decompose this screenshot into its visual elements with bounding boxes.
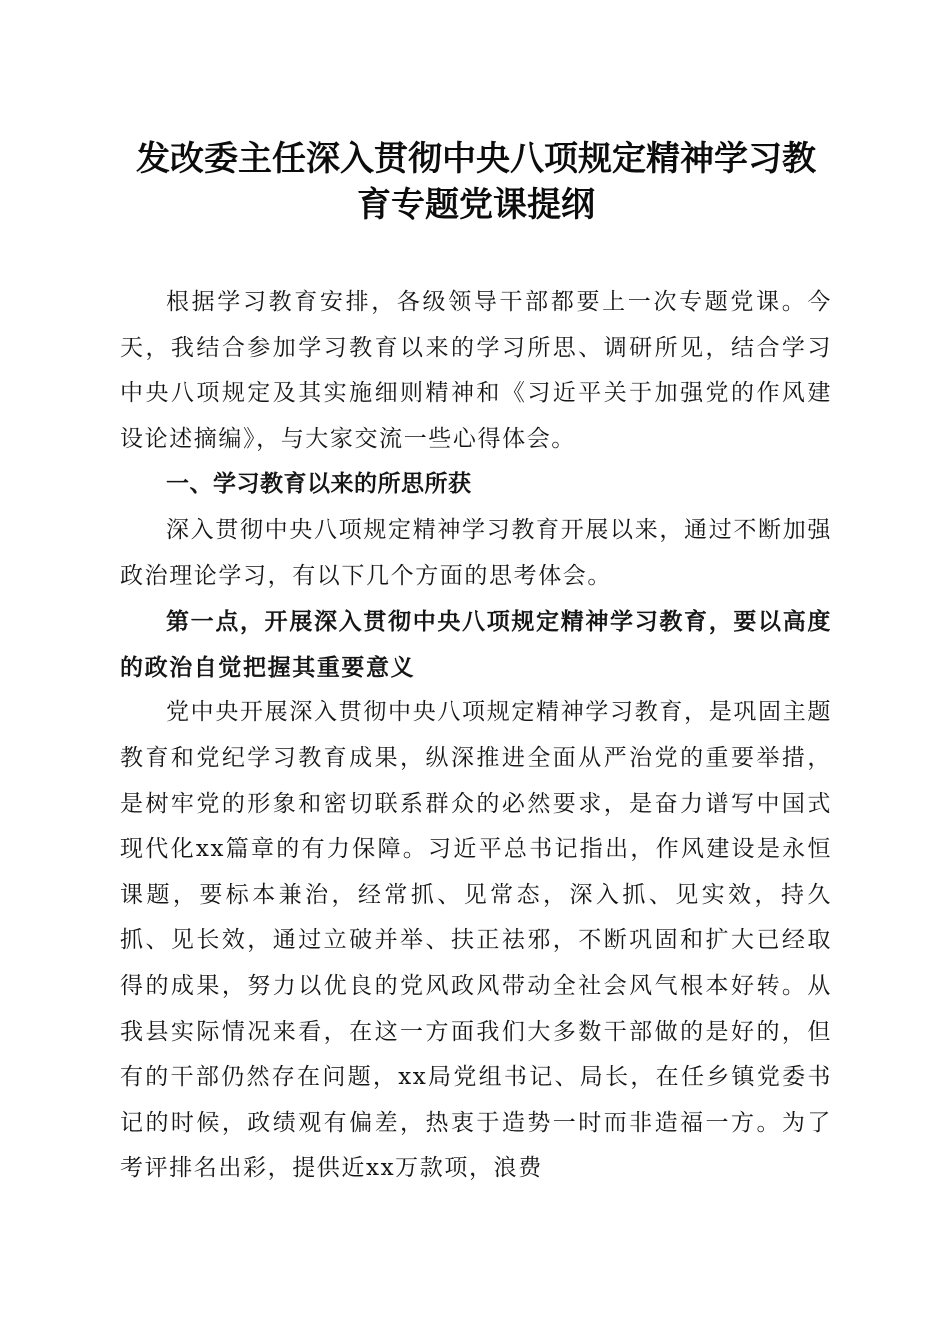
section-heading-1: 一、学习教育以来的所思所获 xyxy=(166,471,472,498)
document-body xyxy=(120,280,832,1192)
document-title: 发改委主任深入贯彻中央八项规定精神学习教育专题党课提纲 xyxy=(136,139,816,225)
section-intro-paragraph: 深入贯彻中央八项规定精神学习教育开展以来，通过不断加强政治理论学习，有以下几个方面的思考体会。 xyxy=(120,516,832,589)
point-heading-1: 第一点，开展深入贯彻中央八项规定精神学习教育，要以高度的政治自觉把握其重要意义 xyxy=(120,608,832,681)
point-1-paragraph: 党中央开展深入贯彻中央八项规定精神学习教育，是巩固主题教育和党纪学习教育成果，纵深推进全面从严治党的重要举措，是树牢党的形象和密切联系群众的必然要求，是奋力谱写中国式现代化xx篇章的有力保障。习近平总书记指出，作风建设是永恒课题，要标本兼治，经常抓、见常态，深入抓、见实效，持久抓、见长效，通过立破并举、扶正祛邪，不断巩固和扩大已经取得的成果，努力以优良的党风政风带动全社会风气根本好转。从我县实际情况来看，在这一方面我们大多数干部做的是好的，但有的干部仍然存在问题，xx局党组书记、局长，在任乡镇党委书记的时候，政绩观有偏差，热衷于造势一时而非造福一方。为了考评排名出彩，提供近xx万款项，浪费 xyxy=(120,699,832,1182)
intro-paragraph: 根据学习教育安排，各级领导干部都要上一次专题党课。今天，我结合参加学习教育以来的学习所思、调研所见，结合学习中央八项规定及其实施细则精神和《习近平关于加强党的作风建设论述摘编》，与大家交流一些心得体会。 xyxy=(120,289,832,452)
